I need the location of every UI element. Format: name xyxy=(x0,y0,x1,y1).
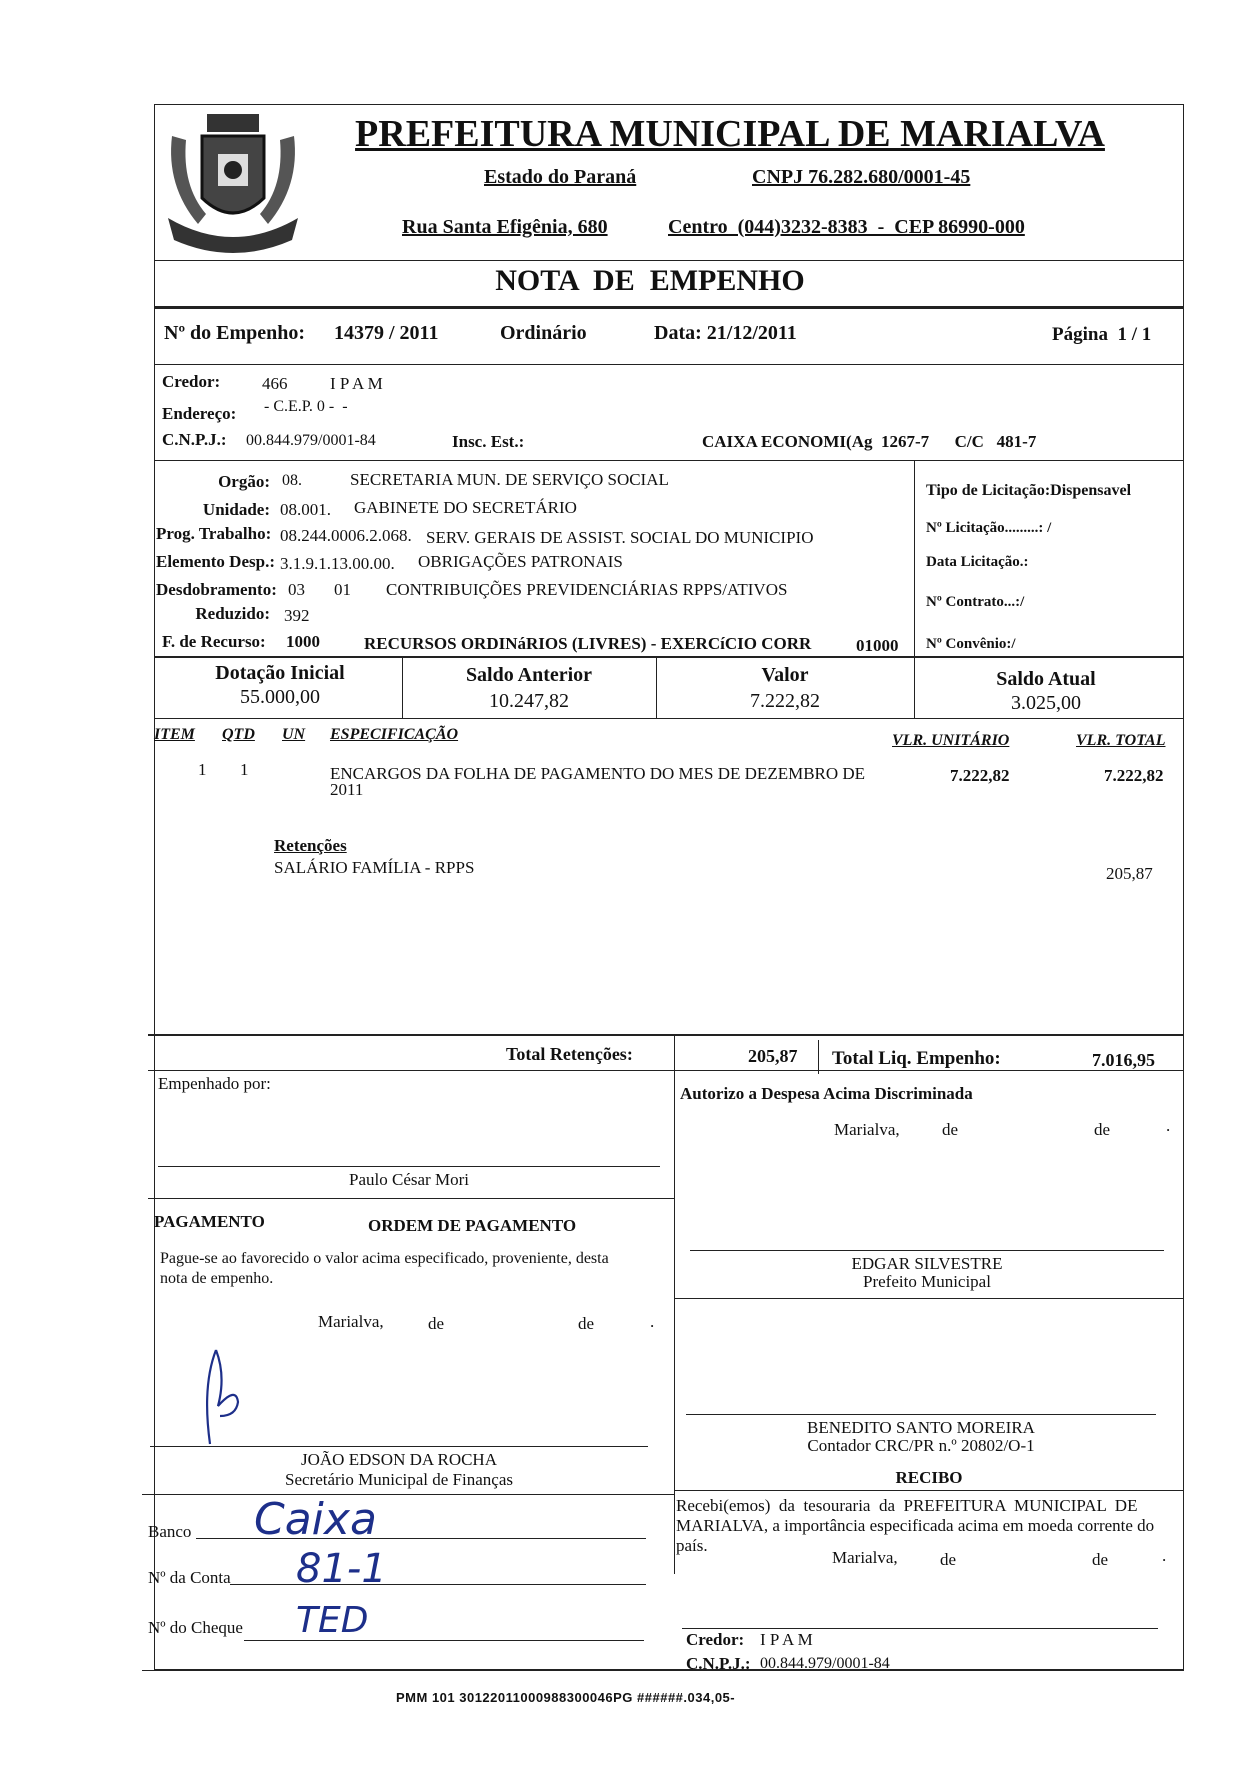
valor-value: 7.222,82 xyxy=(750,690,820,712)
saldo-anterior-label: Saldo Anterior xyxy=(465,664,593,686)
recibo-de-2: de xyxy=(1092,1550,1109,1569)
divider xyxy=(148,1198,674,1199)
divider xyxy=(148,1070,1184,1071)
secretario-name: JOÃO EDSON DA ROCHA xyxy=(301,1450,497,1469)
pagamento-de-1: de xyxy=(428,1314,445,1333)
total-retencoes-label: Total Retenções: xyxy=(506,1044,633,1064)
unidade-desc: GABINETE DO SECRETÁRIO xyxy=(354,498,577,517)
divider xyxy=(154,260,1184,261)
unidade-label: Unidade: xyxy=(202,500,270,519)
recibo-credor-label: Credor: xyxy=(686,1630,745,1649)
insc-label: Insc. Est.: xyxy=(452,432,525,451)
fonte-label: F. de Recurso: xyxy=(162,632,266,651)
prefeito-role: Prefeito Municipal xyxy=(863,1272,991,1291)
orgao-label: Orgão: xyxy=(218,472,270,491)
licitacao-numero: Nº Licitação.........: / xyxy=(926,520,1052,536)
divider xyxy=(142,1670,1184,1671)
document-title: NOTA DE EMPENHO xyxy=(495,264,805,297)
municipal-crest xyxy=(162,106,304,260)
item-vlr-total: 7.222,82 xyxy=(1104,766,1164,785)
col-vlr-total: VLR. TOTAL xyxy=(1076,732,1166,749)
fonte-ref: 01000 xyxy=(856,636,899,655)
empenho-label: Nº do Empenho: xyxy=(164,322,306,344)
ordem-pagamento-label: ORDEM DE PAGAMENTO xyxy=(368,1216,577,1235)
elemento-desc: OBRIGAÇÕES PATRONAIS xyxy=(418,552,623,571)
desdobramento-code-2: 01 xyxy=(334,580,351,599)
licitacao-data: Data Licitação.: xyxy=(926,554,1029,570)
divider xyxy=(154,718,1184,719)
desdobramento-code-1: 03 xyxy=(288,580,305,599)
conta-label: Nº da Conta xyxy=(148,1568,231,1587)
credor-address: - C.E.P. 0 - - xyxy=(264,398,348,415)
cnpj-label: C.N.P.J.: xyxy=(162,430,227,449)
conta-value: 81-1 xyxy=(296,1546,387,1592)
fonte-code: 1000 xyxy=(286,632,320,651)
licitacao-tipo xyxy=(926,482,1131,500)
secretario-role: Secretário Municipal de Finanças xyxy=(284,1470,513,1489)
address-label: Endereço: xyxy=(162,404,237,423)
item-vlr-unitario: 7.222,82 xyxy=(950,766,1010,785)
total-retencoes-value: 205,87 xyxy=(748,1046,798,1066)
orgao-code: 08. xyxy=(282,472,302,489)
page-number: Página 1 / 1 xyxy=(1052,324,1152,345)
empenho-number: 14379 / 2011 xyxy=(334,322,439,344)
recibo-cnpj-label: C.N.P.J.: xyxy=(686,1654,751,1673)
divider xyxy=(148,1034,1184,1036)
pagamento-place: Marialva, xyxy=(318,1312,384,1331)
unidade-code: 08.001. xyxy=(280,500,331,519)
empenho-type: Ordinário xyxy=(500,322,587,344)
credor-bank: CAIXA ECONOMI(Ag 1267-7 C/C 481-7 xyxy=(702,432,1037,451)
item-qtd: 1 xyxy=(240,760,249,779)
divider xyxy=(674,1034,675,1574)
divider xyxy=(154,656,1184,658)
autorizo-dot: . xyxy=(1166,1116,1171,1135)
desdobramento-label: Desdobramento: xyxy=(156,580,277,599)
retencao-name: SALÁRIO FAMÍLIA - RPPS xyxy=(274,858,475,877)
pagamento-label: PAGAMENTO xyxy=(154,1212,265,1231)
saldo-atual-value: 3.025,00 xyxy=(1011,692,1081,714)
credor-name: I P A M xyxy=(330,374,383,393)
pagamento-text-1: Pague-se ao favorecido o valor acima especificado, proveniente, desta xyxy=(160,1250,609,1267)
barcode-text: PMM 101 30122011000988300046PG ######.034,05- xyxy=(396,1690,736,1705)
signature-line xyxy=(682,1628,1158,1629)
item-espec-line-2: 2011 xyxy=(330,780,364,799)
divider xyxy=(154,460,1184,461)
municipality-title: PREFEITURA MUNICIPAL DE MARIALVA xyxy=(355,113,1105,155)
credor-label: Credor: xyxy=(162,372,221,391)
col-item: ITEM xyxy=(154,726,195,743)
total-liquido-label: Total Liq. Empenho: xyxy=(832,1048,1001,1069)
orgao-desc: SECRETARIA MUN. DE SERVIÇO SOCIAL xyxy=(350,470,669,489)
conta-line xyxy=(230,1584,646,1585)
valor-label: Valor xyxy=(761,664,809,686)
item-number: 1 xyxy=(198,760,207,779)
pagamento-dot: . xyxy=(650,1312,655,1331)
prog-code: 08.244.0006.2.068. xyxy=(280,526,412,545)
credor-code: 466 xyxy=(262,374,288,393)
recibo-label: RECIBO xyxy=(895,1468,963,1487)
contador-role: Contador CRC/PR n.º 20802/O-1 xyxy=(807,1436,1035,1455)
divider xyxy=(674,1490,1184,1491)
dotacao-value: 55.000,00 xyxy=(240,686,320,708)
elemento-code: 3.1.9.1.13.00.00. xyxy=(280,554,395,573)
empenho-date: Data: 21/12/2011 xyxy=(654,322,797,344)
col-qtd: QTD xyxy=(222,726,255,743)
recibo-text-1: Recebi(emos) da tesouraria da PREFEITURA MUNICIPAL DE xyxy=(676,1496,1138,1515)
banco-value: Caixa xyxy=(254,1494,377,1545)
recibo-text-2: MARIALVA, a importância especificada acima em moeda corrente do xyxy=(676,1516,1155,1535)
col-vlr-unitario: VLR. UNITÁRIO xyxy=(892,732,1010,749)
total-liquido-value: 7.016,95 xyxy=(1092,1050,1155,1070)
recibo-text-3: país. xyxy=(676,1536,708,1555)
recibo-dot: . xyxy=(1162,1546,1167,1565)
autorizo-label: Autorizo a Despesa Acima Discriminada xyxy=(680,1084,973,1103)
cheque-value: TED xyxy=(296,1600,369,1641)
recibo-credor-name: I P A M xyxy=(760,1630,813,1649)
convenio-number: Nº Convênio:/ xyxy=(926,636,1016,652)
empenhado-label: Empenhado por: xyxy=(158,1074,271,1093)
divider xyxy=(674,1298,1184,1299)
recibo-place: Marialva, xyxy=(832,1548,898,1567)
prog-label: Prog. Trabalho: xyxy=(156,524,272,543)
dotacao-label: Dotação Inicial xyxy=(215,662,345,684)
state-name: Estado do Paraná xyxy=(484,166,637,188)
contrato-number: Nº Contrato...:/ xyxy=(926,594,1025,610)
divider xyxy=(154,306,1184,309)
pagamento-text-2: nota de empenho. xyxy=(160,1270,274,1287)
col-un: UN xyxy=(282,726,306,743)
divider xyxy=(154,364,1184,365)
contador-name: BENEDITO SANTO MOREIRA xyxy=(807,1418,1035,1437)
signature-line xyxy=(150,1446,648,1447)
prefeito-name: EDGAR SILVESTRE xyxy=(851,1254,1003,1273)
pagamento-de-2: de xyxy=(578,1314,595,1333)
credor-cnpj: 00.844.979/0001-84 xyxy=(246,432,376,449)
signature-line xyxy=(690,1250,1164,1251)
saldo-atual-label: Saldo Atual xyxy=(996,668,1096,690)
cheque-label: Nº do Cheque xyxy=(148,1618,243,1637)
recibo-cnpj: 00.844.979/0001-84 xyxy=(760,1655,890,1672)
reduzido-value: 392 xyxy=(284,606,310,625)
crest-lettering: MARIALVA xyxy=(202,222,259,234)
municipality-cnpj: CNPJ 76.282.680/0001-45 xyxy=(752,166,971,188)
divider xyxy=(142,1494,674,1495)
banco-label: Banco xyxy=(148,1522,192,1541)
saldo-anterior-value: 10.247,82 xyxy=(489,690,569,712)
reduzido-label: Reduzido: xyxy=(195,604,270,623)
retencoes-label: Retenções xyxy=(274,836,347,855)
fonte-desc: RECURSOS ORDINáRIOS (LIVRES) - EXERCíCIO CORR xyxy=(364,634,812,653)
autorizo-place: Marialva, xyxy=(834,1120,900,1139)
divider xyxy=(818,1040,819,1074)
elemento-label: Elemento Desp.: xyxy=(156,552,275,571)
retencao-value: 205,87 xyxy=(1106,864,1153,883)
empenhado-name: Paulo César Mori xyxy=(349,1170,469,1189)
autorizo-de-1: de xyxy=(942,1120,959,1139)
desdobramento-desc: CONTRIBUIÇÕES PREVIDENCIÁRIAS RPPS/ATIVOS xyxy=(386,580,788,599)
recibo-de-1: de xyxy=(940,1550,957,1569)
prog-desc: SERV. GERAIS DE ASSIST. SOCIAL DO MUNICIPIO xyxy=(426,528,814,547)
item-espec-line-1: ENCARGOS DA FOLHA DE PAGAMENTO DO MES DE DEZEMBRO DE xyxy=(330,764,866,783)
licitacao-tipo-text: Tipo de Licitação:Dispensavel xyxy=(926,482,1132,499)
signature-line xyxy=(686,1414,1156,1415)
signature-line xyxy=(158,1166,660,1167)
divider xyxy=(914,460,915,656)
autorizo-de-2: de xyxy=(1094,1120,1111,1139)
handwritten-signature xyxy=(196,1346,276,1450)
col-especificacao: ESPECIFICAÇÃO xyxy=(330,726,459,743)
municipality-address: Rua Santa Efigênia, 680 xyxy=(402,216,608,238)
municipality-contact: Centro (044)3232-8383 - CEP 86990-000 xyxy=(668,216,1025,238)
